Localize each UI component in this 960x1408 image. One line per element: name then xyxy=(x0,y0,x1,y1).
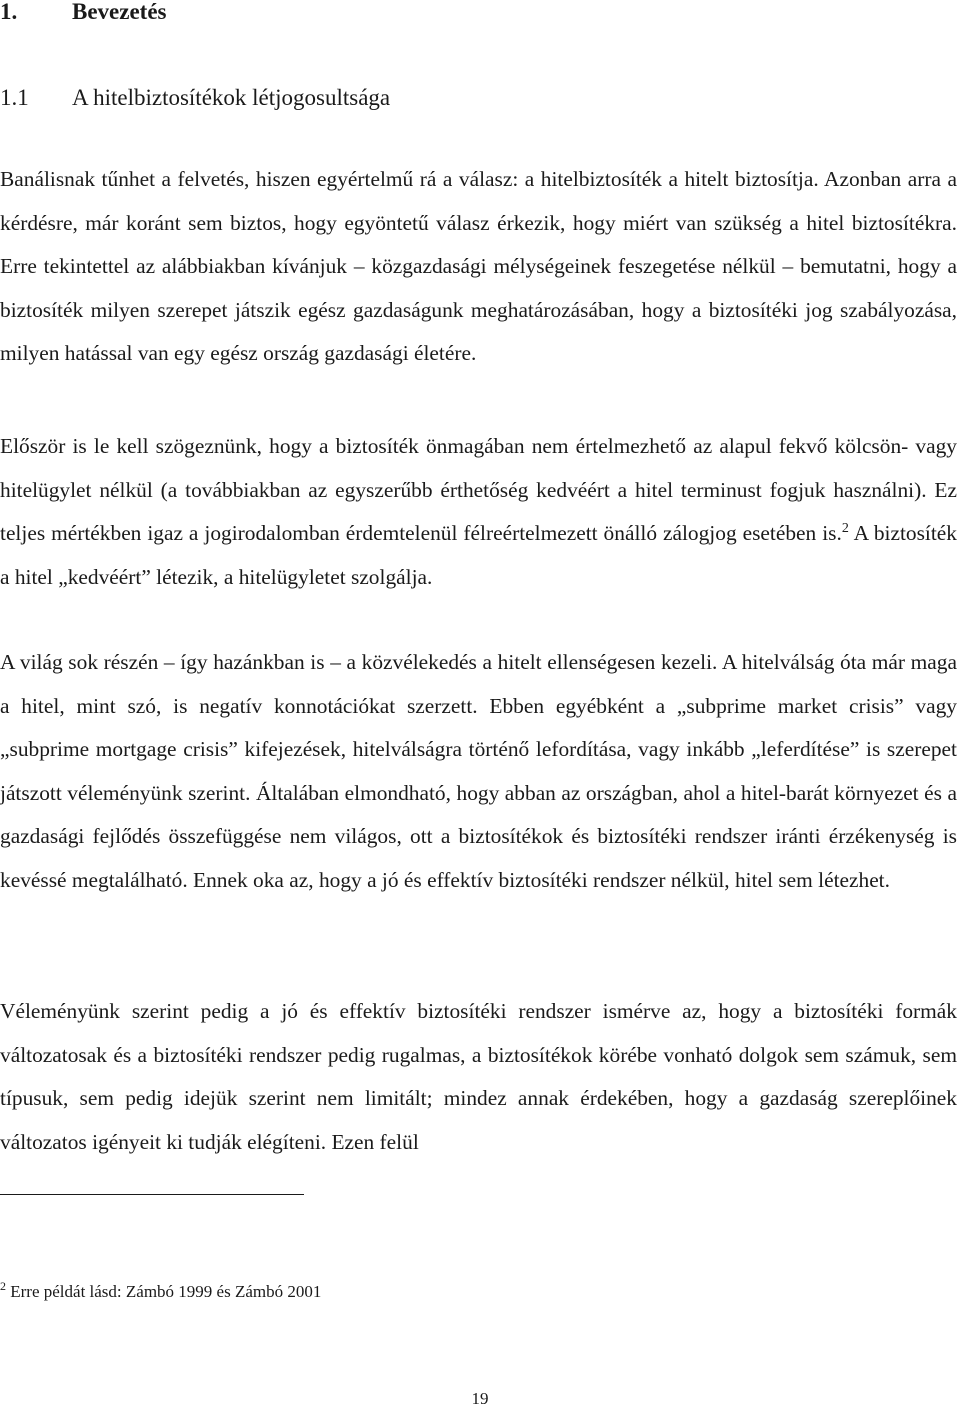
paragraph-1: Banálisnak tűnhet a felvetés, hiszen egyértelmű rá a válasz: a hitelbiztosíték a hitelt biztosítja. Azonban arra a kérdésre, már koránt sem biztos, hogy egyöntetű válasz érkezik, hogy miért van szükség a hitel biztosítékra. Erre tekintettel az alábbiakban kívánjuk – közgazdasági mélységeinek feszegetése nélkül – bemutatni, hogy a biztosíték milyen szerepet játszik egész gazdaságunk meghatározásában, hogy a biztosítéki jog szabályozása, milyen hatással van egy egész ország gazdasági életére. xyxy=(0,167,957,366)
chapter-number: 1. xyxy=(0,0,18,24)
footnote xyxy=(0,1279,322,1302)
paragraph-2-text-a: Először is le kell szögeznünk, hogy a biztosíték önmagában nem értelmezhető az alapul fekvő kölcsön- vagy hitelügylet nélkül (a továbbiakban az egyszerűbb érthetőség kedvéért a hitel terminust fogjuk használni). Ez teljes mértékben igaz a jogirodalomban érdemtelenül félreértelmezett önálló zálogjog esetében is. xyxy=(0,434,957,546)
section-title: A hitelbiztosítékok létjogosultsága xyxy=(72,85,391,110)
section-number: 1.1 xyxy=(0,85,29,110)
page-number: 19 xyxy=(471,1389,489,1408)
paragraph-3: A világ sok részén – így hazánkban is – a közvélekedés a hitelt ellenségesen kezeli. A hitelválság óta már maga a hitel, mint szó, is negatív konnotációkat szerzett. Ebben egyébként a „subprime market crisis” vagy „subprime mortgage crisis” kifejezések, hitelválságra történő lefordítása, vagy inkább „leferdítése” is szerepet játszott véleményünk szerint. Általában elmondható, hogy abban az országban, ahol a hitel-barát környezet és a gazdasági fejlődés összefüggése nem világos, ott a biztosítékok és biztosítéki rendszer iránti érzékenység is kevéssé megtalálható. Ennek oka az, hogy a jó és effektív biztosítéki rendszer nélkül, hitel sem létezhet. xyxy=(0,650,957,892)
chapter-heading xyxy=(0,0,167,24)
paragraph-2 xyxy=(0,425,957,599)
paragraph-2-text-b: A biztosíték a hitel „kedvéért” létezik, a hitelügyletet szolgálja. xyxy=(0,521,957,589)
footnote-number: 2 xyxy=(0,1279,6,1293)
footnote-separator xyxy=(0,1194,304,1195)
paragraph-4: Véleményünk szerint pedig a jó és effektív biztosítéki rendszer ismérve az, hogy a biztosítéki formák változatosak és a biztosítéki rendszer pedig rugalmas, a biztosítékok körébe vonható dolgok sem számuk, sem típusuk, sem pedig idejük szerint nem limitált; mindez annak érdekében, hogy a gazdaság szereplőinek változatos igényeit ki tudják elégíteni. Ezen felül xyxy=(0,999,957,1154)
section-heading xyxy=(0,86,390,110)
chapter-title: Bevezetés xyxy=(72,0,167,24)
footnote-text: Erre példát lásd: Zámbó 1999 és Zámbó 2001 xyxy=(6,1282,322,1301)
footnote-reference[interactable]: 2 xyxy=(841,521,849,537)
